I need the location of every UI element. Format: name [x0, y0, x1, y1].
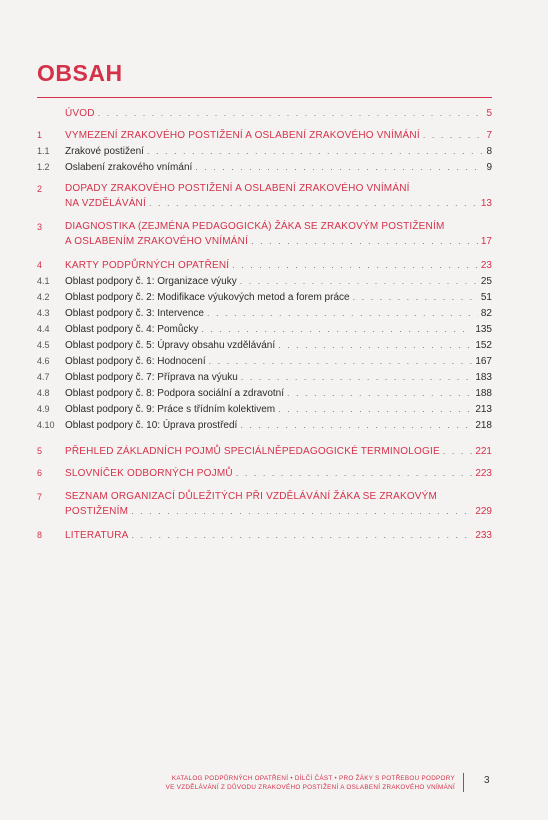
- toc-entry-title: Oblast podpory č. 3: Intervence: [65, 308, 204, 319]
- toc-entry[interactable]: [37, 106, 492, 120]
- toc-entry-page: 7: [486, 130, 492, 141]
- toc-entry[interactable]: [37, 444, 492, 458]
- dot-leader: [209, 354, 473, 368]
- toc-entry-title: Oblast podpory č. 5: Úpravy obsahu vzdělávání: [65, 340, 276, 351]
- toc-entry-title: LITERATURA: [65, 530, 129, 541]
- toc-entry-page: 233: [475, 530, 492, 541]
- table-of-contents: [37, 106, 492, 542]
- footer-line-1: KATALOG PODPŮRNÝCH OPATŘENÍ • DÍLČÍ ČÁST • PRO ŽÁKY S POTŘEBOU PODPORY: [171, 775, 455, 782]
- dot-leader: [201, 322, 472, 336]
- dot-leader: [278, 402, 472, 416]
- toc-entry[interactable]: [37, 258, 492, 272]
- toc-entry-page: 229: [475, 506, 492, 517]
- dot-leader: [232, 258, 478, 272]
- toc-entry[interactable]: [37, 274, 492, 288]
- running-footer: [166, 774, 455, 792]
- toc-entry-page: 152: [475, 340, 492, 351]
- toc-entry-page: 167: [475, 356, 492, 367]
- toc-entry-number: 6: [37, 468, 43, 478]
- dot-leader: [195, 160, 483, 174]
- toc-entry[interactable]: [37, 418, 492, 432]
- footer-divider: [463, 773, 464, 792]
- toc-entry-page: 8: [486, 146, 492, 157]
- toc-entry[interactable]: [37, 370, 492, 384]
- toc-entry[interactable]: [37, 220, 492, 248]
- dot-leader: [207, 306, 478, 320]
- dot-leader: [131, 504, 472, 518]
- toc-entry-number: 4.10: [37, 420, 55, 430]
- toc-entry[interactable]: [37, 386, 492, 400]
- toc-entry[interactable]: [37, 528, 492, 542]
- toc-entry-number: 4.9: [37, 404, 50, 414]
- toc-entry[interactable]: [37, 402, 492, 416]
- dot-leader: [423, 128, 484, 142]
- title-divider: [37, 97, 492, 98]
- toc-entry-title: Zrakové postižení: [65, 146, 144, 157]
- toc-entry[interactable]: [37, 338, 492, 352]
- toc-entry-number: 4.1: [37, 276, 50, 286]
- dot-leader: [287, 386, 472, 400]
- toc-entry[interactable]: [37, 128, 492, 142]
- toc-entry-number: 2: [37, 184, 43, 194]
- toc-entry-title: Oblast podpory č. 7: Příprava na výuku: [65, 372, 238, 383]
- toc-entry-page: 25: [480, 276, 492, 287]
- toc-entry-number: 1.1: [37, 146, 50, 156]
- toc-entry-page: 183: [475, 372, 492, 383]
- toc-entry-page: 9: [486, 162, 492, 173]
- toc-entry-title: POSTIŽENÍM: [65, 506, 129, 517]
- toc-entry-number: 1.2: [37, 162, 50, 172]
- toc-entry-title-line1: SEZNAM ORGANIZACÍ DŮLEŽITÝCH PŘI VZDĚLÁVÁNÍ ŽÁKA SE ZRAKOVÝM: [65, 491, 438, 502]
- toc-entry-page: 223: [475, 468, 492, 479]
- toc-entry-title: Oblast podpory č. 9: Práce s třídním kolektivem: [65, 404, 276, 415]
- toc-entry[interactable]: [37, 466, 492, 480]
- footer-line-2: VE VZDĚLÁVÁNÍ Z DŮVODU ZRAKOVÉHO POSTIŽENÍ A OSLABENÍ ZRAKOVÉHO VNÍMÁNÍ: [165, 784, 455, 791]
- toc-entry-title: Oblast podpory č. 10: Úprava prostředí: [65, 420, 238, 431]
- page-number: 3: [484, 775, 490, 786]
- dot-leader: [278, 338, 472, 352]
- dot-leader: [149, 196, 478, 210]
- toc-entry-number: 5: [37, 446, 43, 456]
- toc-entry[interactable]: [37, 354, 492, 368]
- toc-entry-page: 218: [475, 420, 492, 431]
- dot-leader: [132, 528, 473, 542]
- toc-entry-number: 4.7: [37, 372, 50, 382]
- toc-entry-title: Oblast podpory č. 6: Hodnocení: [65, 356, 206, 367]
- toc-entry[interactable]: [37, 490, 492, 518]
- toc-entry[interactable]: [37, 306, 492, 320]
- toc-entry[interactable]: [37, 322, 492, 336]
- toc-entry-title: Oblast podpory č. 8: Podpora sociální a zdravotní: [65, 388, 285, 399]
- toc-entry-title-line1: DIAGNOSTIKA (ZEJMÉNA PEDAGOGICKÁ) ŽÁKA SE ZRAKOVÝM POSTIŽENÍM: [65, 221, 445, 232]
- dot-leader: [236, 466, 473, 480]
- toc-entry-page: 221: [475, 446, 492, 457]
- toc-entry-title: Oblast podpory č. 4: Pomůcky: [65, 324, 199, 335]
- page-title: OBSAH: [37, 60, 123, 86]
- toc-entry-title: PŘEHLED ZÁKLADNÍCH POJMŮ SPECIÁLNĚPEDAGOGICKÉ TERMINOLOGIE: [65, 446, 440, 457]
- dot-leader: [353, 290, 478, 304]
- toc-entry-title: VYMEZENÍ ZRAKOVÉHO POSTIŽENÍ A OSLABENÍ ZRAKOVÉHO VNÍMÁNÍ: [65, 130, 420, 141]
- toc-entry-page: 213: [475, 404, 492, 415]
- toc-entry-page: 188: [475, 388, 492, 399]
- toc-entry-title: Oslabení zrakového vnímání: [65, 162, 193, 173]
- toc-entry-title: A OSLABENÍM ZRAKOVÉHO VNÍMÁNÍ: [65, 236, 249, 247]
- toc-entry-page: 17: [480, 236, 492, 247]
- toc-entry-title-line1: DOPADY ZRAKOVÉHO POSTIŽENÍ A OSLABENÍ ZRAKOVÉHO VNÍMÁNÍ: [65, 183, 410, 194]
- toc-entry-title: ÚVOD: [65, 108, 95, 119]
- toc-entry-page: 51: [480, 292, 492, 303]
- toc-entry[interactable]: [37, 160, 492, 174]
- toc-entry-number: 8: [37, 530, 43, 540]
- toc-entry-number: 4.4: [37, 324, 50, 334]
- dot-leader: [240, 274, 478, 288]
- toc-entry-title: Oblast podpory č. 1: Organizace výuky: [65, 276, 237, 287]
- toc-entry-number: 4.5: [37, 340, 50, 350]
- toc-entry-title: KARTY PODPŮRNÝCH OPATŘENÍ: [65, 260, 230, 271]
- dot-leader: [147, 144, 484, 158]
- toc-entry-page: 23: [480, 260, 492, 271]
- toc-entry-number: 7: [37, 492, 43, 502]
- toc-entry-title: SLOVNÍČEK ODBORNÝCH POJMŮ: [65, 468, 233, 479]
- toc-entry-number: 4.8: [37, 388, 50, 398]
- dot-leader: [443, 444, 472, 458]
- toc-entry-number: 4: [37, 260, 43, 270]
- dot-leader: [240, 418, 472, 432]
- toc-entry-page: 5: [486, 108, 492, 119]
- toc-entry-title: Oblast podpory č. 2: Modifikace výukových metod a forem práce: [65, 292, 350, 303]
- toc-entry-page: 135: [475, 324, 492, 335]
- toc-entry-number: 4.3: [37, 308, 50, 318]
- dot-leader: [98, 106, 484, 120]
- toc-entry[interactable]: [37, 290, 492, 304]
- toc-entry-number: 1: [37, 130, 43, 140]
- toc-entry[interactable]: [37, 144, 492, 158]
- toc-entry-number: 4.2: [37, 292, 50, 302]
- toc-entry[interactable]: [37, 182, 492, 210]
- toc-entry-number: 4.6: [37, 356, 50, 366]
- toc-entry-number: 3: [37, 222, 43, 232]
- dot-leader: [251, 234, 478, 248]
- toc-entry-page: 82: [480, 308, 492, 319]
- toc-entry-page: 13: [480, 198, 492, 209]
- dot-leader: [241, 370, 472, 384]
- toc-entry-title: NA VZDĚLÁVÁNÍ: [65, 198, 146, 209]
